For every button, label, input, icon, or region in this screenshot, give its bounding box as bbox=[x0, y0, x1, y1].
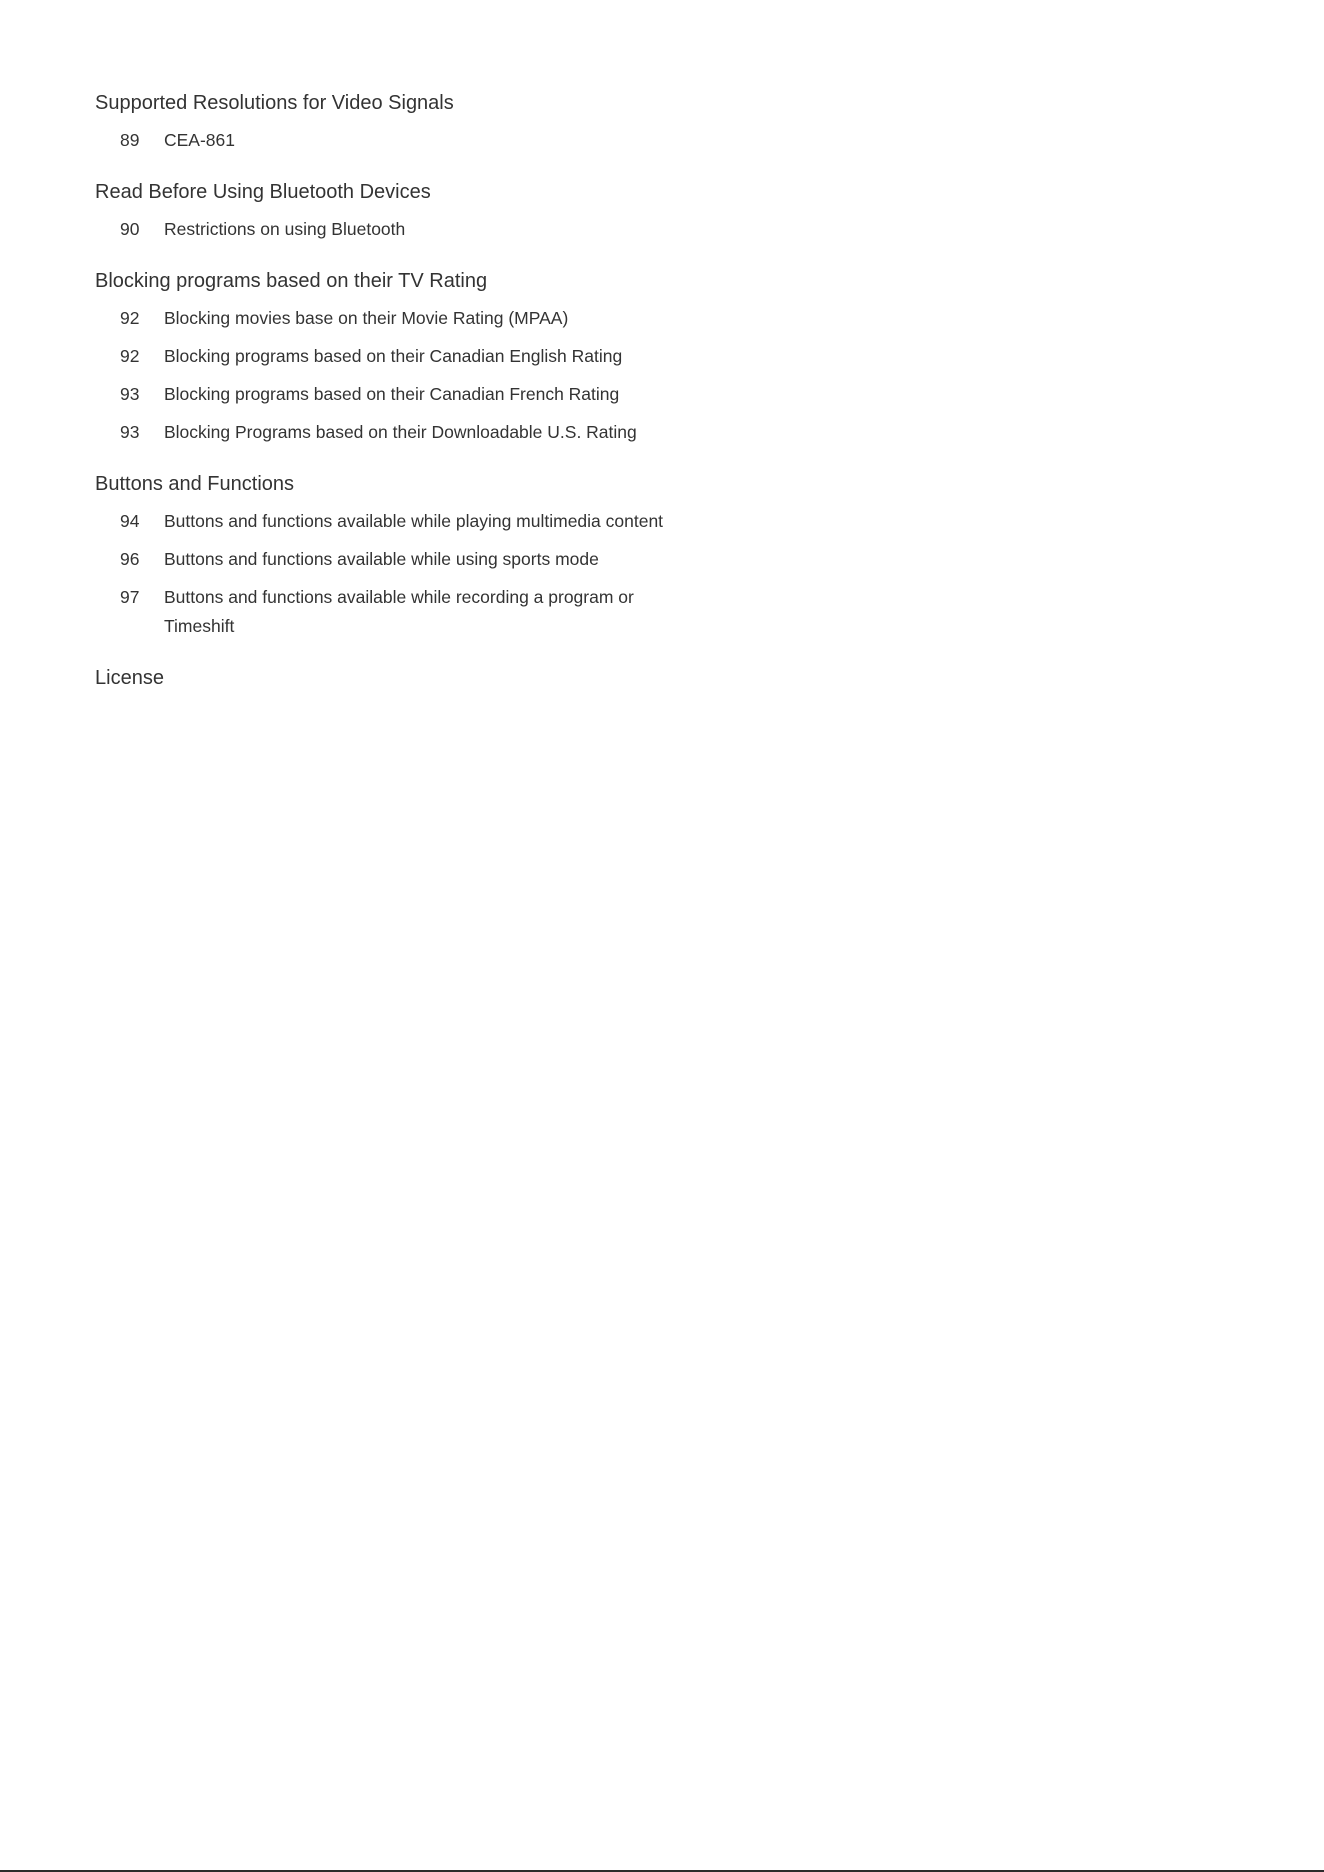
table-of-contents bbox=[95, 88, 715, 715]
entry-title: Blocking programs based on their Canadian French Rating bbox=[164, 384, 620, 404]
entry-title: Blocking Programs based on their Downloadable U.S. Rating bbox=[164, 422, 637, 442]
toc-section-license bbox=[95, 663, 715, 693]
entry-title: Restrictions on using Bluetooth bbox=[164, 219, 406, 239]
toc-entry[interactable] bbox=[95, 507, 715, 536]
section-title[interactable]: Buttons and Functions bbox=[95, 473, 295, 495]
entry-page-number: 93 bbox=[120, 422, 140, 442]
entry-title: Buttons and functions available while playing multimedia content bbox=[164, 511, 664, 531]
toc-section-bluetooth bbox=[95, 177, 715, 244]
toc-entry[interactable] bbox=[95, 126, 715, 155]
entry-page-number: 90 bbox=[120, 219, 140, 239]
entry-title: Blocking programs based on their Canadian English Rating bbox=[164, 346, 623, 366]
entry-title: Buttons and functions available while using sports mode bbox=[164, 549, 599, 569]
entry-title: Blocking movies base on their Movie Rating (MPAA) bbox=[164, 308, 569, 328]
entry-page-number: 96 bbox=[120, 549, 140, 569]
entry-page-number: 92 bbox=[120, 346, 140, 366]
toc-entry[interactable] bbox=[95, 583, 715, 641]
entry-title: Buttons and functions available while recording a program or Timeshift bbox=[164, 587, 634, 636]
toc-section-buttons-functions bbox=[95, 469, 715, 641]
toc-entry[interactable] bbox=[95, 418, 715, 447]
toc-entry[interactable] bbox=[95, 304, 715, 333]
toc-section-video-signals bbox=[95, 88, 715, 155]
section-title[interactable]: Read Before Using Bluetooth Devices bbox=[95, 181, 431, 203]
entry-page-number: 92 bbox=[120, 308, 140, 328]
toc-entry[interactable] bbox=[95, 545, 715, 574]
entry-page-number: 97 bbox=[120, 587, 140, 607]
section-title[interactable]: Supported Resolutions for Video Signals bbox=[95, 92, 454, 114]
toc-section-tv-rating bbox=[95, 266, 715, 447]
section-title[interactable]: License bbox=[95, 667, 164, 689]
toc-entry[interactable] bbox=[95, 215, 715, 244]
toc-entry[interactable] bbox=[95, 342, 715, 371]
entry-page-number: 89 bbox=[120, 130, 140, 150]
entry-page-number: 94 bbox=[120, 511, 140, 531]
toc-entry[interactable] bbox=[95, 380, 715, 409]
section-title[interactable]: Blocking programs based on their TV Rating bbox=[95, 270, 488, 292]
entry-title: CEA-861 bbox=[164, 130, 236, 150]
entry-page-number: 93 bbox=[120, 384, 140, 404]
